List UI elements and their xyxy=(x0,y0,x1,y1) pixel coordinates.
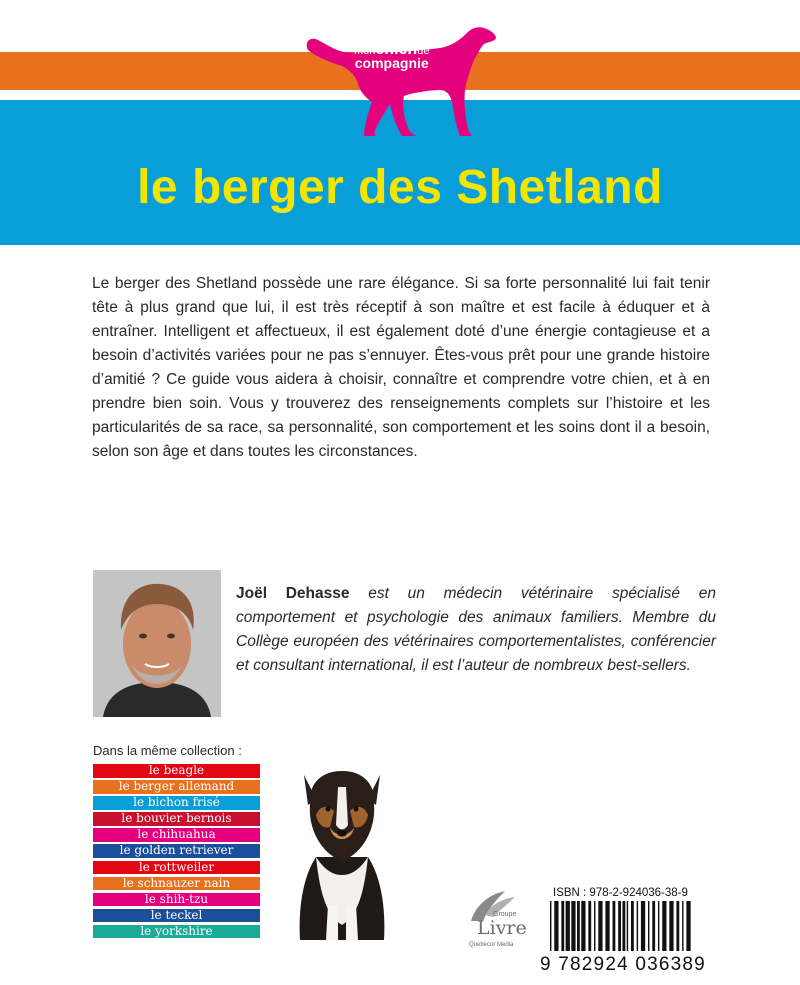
publisher-logo xyxy=(465,885,530,965)
logo-word-de: de xyxy=(417,45,430,57)
barcode-number: 9 782924 036389 xyxy=(540,954,706,975)
barcode-bar xyxy=(598,901,602,951)
barcode-bar xyxy=(622,901,625,951)
author-bio xyxy=(236,582,716,678)
collection-item: le schnauzer nain xyxy=(93,877,260,891)
barcode-bar xyxy=(554,901,558,951)
publisher-group-label: Groupe xyxy=(493,911,517,918)
barcode-bar xyxy=(566,901,570,951)
author-photo xyxy=(93,570,221,717)
barcode-bar xyxy=(561,901,564,951)
collection-item: le bouvier bernois xyxy=(93,812,260,826)
author-name: Joël Dehasse xyxy=(236,585,350,602)
barcode-bar xyxy=(571,901,575,951)
collection-item: le rottweiler xyxy=(93,861,260,875)
barcode-bar xyxy=(605,901,609,951)
logo-word-chien: chien xyxy=(375,41,418,58)
barcode-bar xyxy=(676,901,679,951)
collection-list xyxy=(93,764,260,941)
barcode-bar xyxy=(618,901,621,951)
collection-item: le yorkshire xyxy=(93,925,260,939)
author-bio-text: est un médecin vétérinaire spécialisé en comportement et psychologie des animaux familiers. Membre du Collège européen des vétérinaires comportementalistes, conférencier et consultant international, il est l’auteur de nombreux best-sellers. xyxy=(236,585,716,674)
barcode-bar xyxy=(637,901,638,951)
barcode-bar xyxy=(550,901,551,951)
collection-item: le beagle xyxy=(93,764,260,778)
logo-word-compagnie: compagnie xyxy=(354,55,429,71)
book-title: le berger des Shetland xyxy=(137,161,663,214)
collection-item: le teckel xyxy=(93,909,260,923)
barcode-bar xyxy=(686,901,690,951)
barcode-bar xyxy=(588,901,591,951)
collection-item: le shih-tzu xyxy=(93,893,260,907)
sheltie-dog-photo xyxy=(280,765,405,940)
barcode-bar xyxy=(641,901,645,951)
barcode-bar xyxy=(631,901,634,951)
barcode-bar xyxy=(669,901,673,951)
barcode-bar xyxy=(577,901,580,951)
barcode-bar xyxy=(627,901,628,951)
barcode-bar xyxy=(658,901,659,951)
barcode-bar xyxy=(682,901,683,951)
barcode-bar xyxy=(594,901,595,951)
isbn-text: ISBN : 978-2-924036-38-9 xyxy=(553,887,688,899)
collection-logo xyxy=(300,14,500,144)
logo-wordmark xyxy=(354,42,429,70)
collection-item: le berger allemand xyxy=(93,780,260,794)
publisher-subtitle: Quebecor Media xyxy=(469,942,514,948)
logo-word-mon: mon xyxy=(354,45,376,57)
barcode-bar xyxy=(662,901,666,951)
barcode-bar xyxy=(581,901,585,951)
back-cover-description: Le berger des Shetland possède une rare élégance. Si sa forte personnalité lui fait tenir tête à plus grand que lui, il est très réceptif à son maître et est facile à éduquer et à entraîner. Intelligent et affectueux, il est également doté d’une énergie contagieuse et a besoin d’activités variées pour ne pas s’ennuyer. Êtes-vous prêt pour une grande histoire d’amitié ? Ce guide vous aidera à choisir, connaître et comprendre votre chien, et à en prendre bien soin. Vous y trouverez des renseignements complets sur l’histoire et les particularités de sa race, sa personnalité, son comportement et les soins dont il a besoin, selon son âge et dans toutes les circonstances. xyxy=(92,275,710,460)
collection-item: le chihuahua xyxy=(93,828,260,842)
barcode xyxy=(550,901,702,951)
barcode-bar xyxy=(652,901,655,951)
collection-item: le bichon frisé xyxy=(93,796,260,810)
barcode-bar xyxy=(613,901,616,951)
collection-item: le golden retriever xyxy=(93,844,260,858)
publisher-name: Livre xyxy=(477,917,527,939)
dog-silhouette-icon xyxy=(300,14,500,144)
barcode-bar xyxy=(648,901,649,951)
collection-heading: Dans la même collection : xyxy=(93,743,242,758)
